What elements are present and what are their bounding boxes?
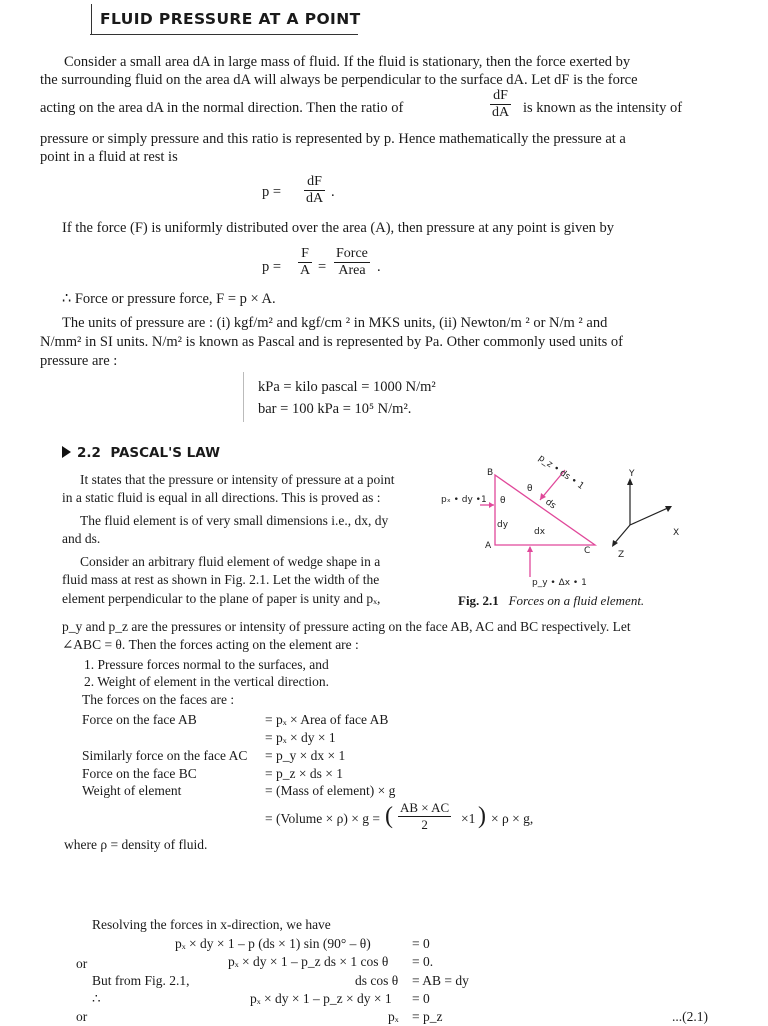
eq-r4-rhs: = 0 [412, 991, 430, 1006]
eq-r3-left: But from Fig. 2.1, [92, 973, 190, 988]
eq1-period: . [331, 184, 335, 200]
where-line: where ρ = density of fluid. [64, 837, 208, 852]
row-value-bc: = p_z × ds × 1 [265, 766, 343, 781]
pascal-line-6: fluid mass at rest as shown in Fig. 2.1. Let the width of the [62, 572, 380, 587]
units-line-b: N/mm² in SI units. N/m² is known as Pascal and is represented by Pa. Other commonly used units of [40, 334, 623, 350]
row-value-ab: = pₓ × Area of face AB [265, 712, 389, 727]
kpa-line: kPa = kilo pascal = 1000 N/m² [258, 379, 436, 395]
resolving-line: Resolving the forces in x-direction, we have [92, 917, 331, 932]
pascal-line-5: Consider an arbitrary fluid element of wedge shape in a [80, 554, 381, 569]
eq-r5-mid: pₓ [388, 1009, 399, 1024]
volume-fraction [398, 800, 451, 833]
eq1-fraction [304, 174, 325, 207]
eq2-equals: = [318, 259, 327, 275]
eq-r3-mid: ds cos θ [355, 973, 399, 988]
row-label-bc: Force on the face BC [82, 766, 197, 781]
volume-numerator: AB × AC [400, 800, 450, 815]
eq2-force: Force [336, 246, 368, 261]
eq-r4-mid: pₓ × dy × 1 – p_z × dy × 1 [250, 991, 392, 1006]
therefore-line: ∴ Force or pressure force, F = p × A. [62, 291, 276, 307]
row-label-ab: Force on the face AB [82, 712, 197, 727]
pascal-line-1: It states that the pressure or intensity of pressure at a point [80, 472, 395, 487]
row-label-ac: Similarly force on the face AC [82, 748, 248, 763]
eq-r2-mid: pₓ × dy × 1 – p_z ds × 1 cos θ [228, 954, 389, 969]
pressures-line-b: ∠ABC = θ. Then the forces acting on the element are : [62, 637, 359, 652]
label-Z: Z [618, 550, 625, 560]
px-arrowhead [489, 502, 494, 508]
volume-paren-close: ) [478, 803, 486, 829]
pressures-line-a: p_y and p_z are the pressures or intensity of pressure acting on the face AB, AC and BC respectively. Let [62, 619, 631, 634]
x-axis [630, 507, 670, 525]
label-X: X [673, 528, 680, 538]
figure-caption [458, 592, 644, 610]
eq2-fraction-fa [298, 246, 312, 279]
eq1-lhs: p = [262, 184, 282, 200]
section2-title: PASCAL'S LAW [110, 445, 221, 461]
equation-number: ...(2.1) [672, 1009, 708, 1024]
bar-line: bar = 100 kPa = 10⁵ N/m². [258, 401, 412, 417]
row-value-weight: = (Mass of element) × g [265, 783, 396, 798]
list-item-2: 2. Weight of element in the vertical direction. [84, 674, 329, 689]
volume-tail: × ρ × g, [491, 811, 534, 826]
heading-rule-bottom [90, 34, 358, 35]
para1-line-d: pressure or simply pressure and this ratio is represented by p. Hence mathematically the pressure at a [40, 131, 626, 147]
section2-number: 2.2 [77, 445, 101, 461]
forces-intro: The forces on the faces are : [82, 692, 235, 707]
eq2-F: F [298, 246, 312, 263]
pascal-line-7: element perpendicular to the plane of paper is unity and pₓ, [62, 591, 381, 606]
units-line-c: pressure are : [40, 353, 118, 369]
eq2-lhs: p = [262, 259, 282, 275]
list-item-1: 1. Pressure forces normal to the surfaces, and [84, 657, 329, 672]
label-pz: p_z • ds • 1 [536, 453, 586, 492]
fraction-denominator: dA [492, 105, 510, 120]
ratio-fraction [490, 88, 511, 121]
figure-caption-number: Fig. 2.1 [458, 593, 499, 608]
play-triangle-icon [62, 446, 71, 458]
eq2-A: A [300, 263, 311, 278]
fraction-numerator: dF [490, 88, 511, 105]
label-px: pₓ • dy •1 [441, 495, 487, 505]
eq2-area: Area [338, 263, 366, 278]
para1-line-b: the surrounding fluid on the area dA will always be perpendicular to the surface dA. Let dF is the force [40, 72, 638, 88]
label-ds: ds [543, 497, 558, 512]
label-B: B [487, 468, 494, 478]
y-axis-arrowhead [627, 478, 633, 485]
row-label-weight: Weight of element [82, 783, 182, 798]
label-Y: Y [629, 469, 635, 479]
heading-rule-left [91, 4, 92, 34]
label-dx: dx [534, 527, 546, 537]
units-box-rule [243, 372, 244, 422]
eq-r4-left: ∴ [92, 991, 101, 1006]
eq-r1-rhs: = 0 [412, 936, 430, 951]
volume-times-one: ×1 [461, 811, 476, 826]
eq-r1-mid: pₓ × dy × 1 – p (ds × 1) sin (90° – θ) [175, 936, 371, 951]
section2-heading [62, 445, 220, 461]
volume-lhs: = (Volume × ρ) × g = [265, 811, 380, 826]
label-C: C [584, 546, 591, 556]
pascal-line-4: and ds. [62, 531, 101, 546]
units-line-a: The units of pressure are : (i) kgf/m² and kgf/cm ² in MKS units, (ii) Newton/m ² or N/m ² and [62, 315, 608, 331]
eq-r2-left: or [76, 956, 88, 971]
pascal-line-3: The fluid element is of very small dimensions i.e., dx, dy [80, 513, 389, 528]
volume-denominator: 2 [421, 817, 428, 832]
eq-r2-rhs: = 0. [412, 954, 434, 969]
para1-line-c2: is known as the intensity of [523, 100, 683, 116]
figure-caption-text: Forces on a fluid element. [508, 593, 645, 608]
label-A: A [485, 541, 492, 551]
para1-line-e: point in a fluid at rest is [40, 149, 178, 165]
label-theta-2: θ [527, 484, 533, 494]
eq1-numerator: dF [304, 174, 325, 191]
eq1-denominator: dA [306, 191, 324, 206]
para2: If the force (F) is uniformly distributed over the area (A), then pressure at any point is given by [62, 220, 615, 236]
pascal-line-2: in a static fluid is equal in all directions. This is proved as : [62, 490, 381, 505]
eq-r3-rhs: = AB = dy [412, 973, 469, 988]
eq-r5-rhs: = p_z [412, 1009, 443, 1024]
para1-line-c1: acting on the area dA in the normal direction. Then the ratio of [40, 100, 404, 116]
py-arrowhead [527, 546, 533, 552]
eq2-period: . [377, 259, 381, 275]
eq2-fraction-word [334, 246, 370, 279]
section-title-fluid-pressure: FLUID PRESSURE AT A POINT [100, 10, 361, 28]
label-dy: dy [497, 520, 509, 530]
volume-paren-open: ( [385, 803, 393, 829]
label-theta-1: θ [500, 496, 506, 506]
eq-r5-left: or [76, 1009, 88, 1024]
row-value-ab-2: = pₓ × dy × 1 [265, 730, 336, 745]
figure-fluid-element [435, 445, 735, 590]
para1-line-a: Consider a small area dA in large mass of fluid. If the fluid is stationary, then the force exerted by [64, 54, 631, 70]
label-py: p_y • Δx • 1 [532, 578, 587, 588]
row-value-ac: = p_y × dx × 1 [265, 748, 346, 763]
